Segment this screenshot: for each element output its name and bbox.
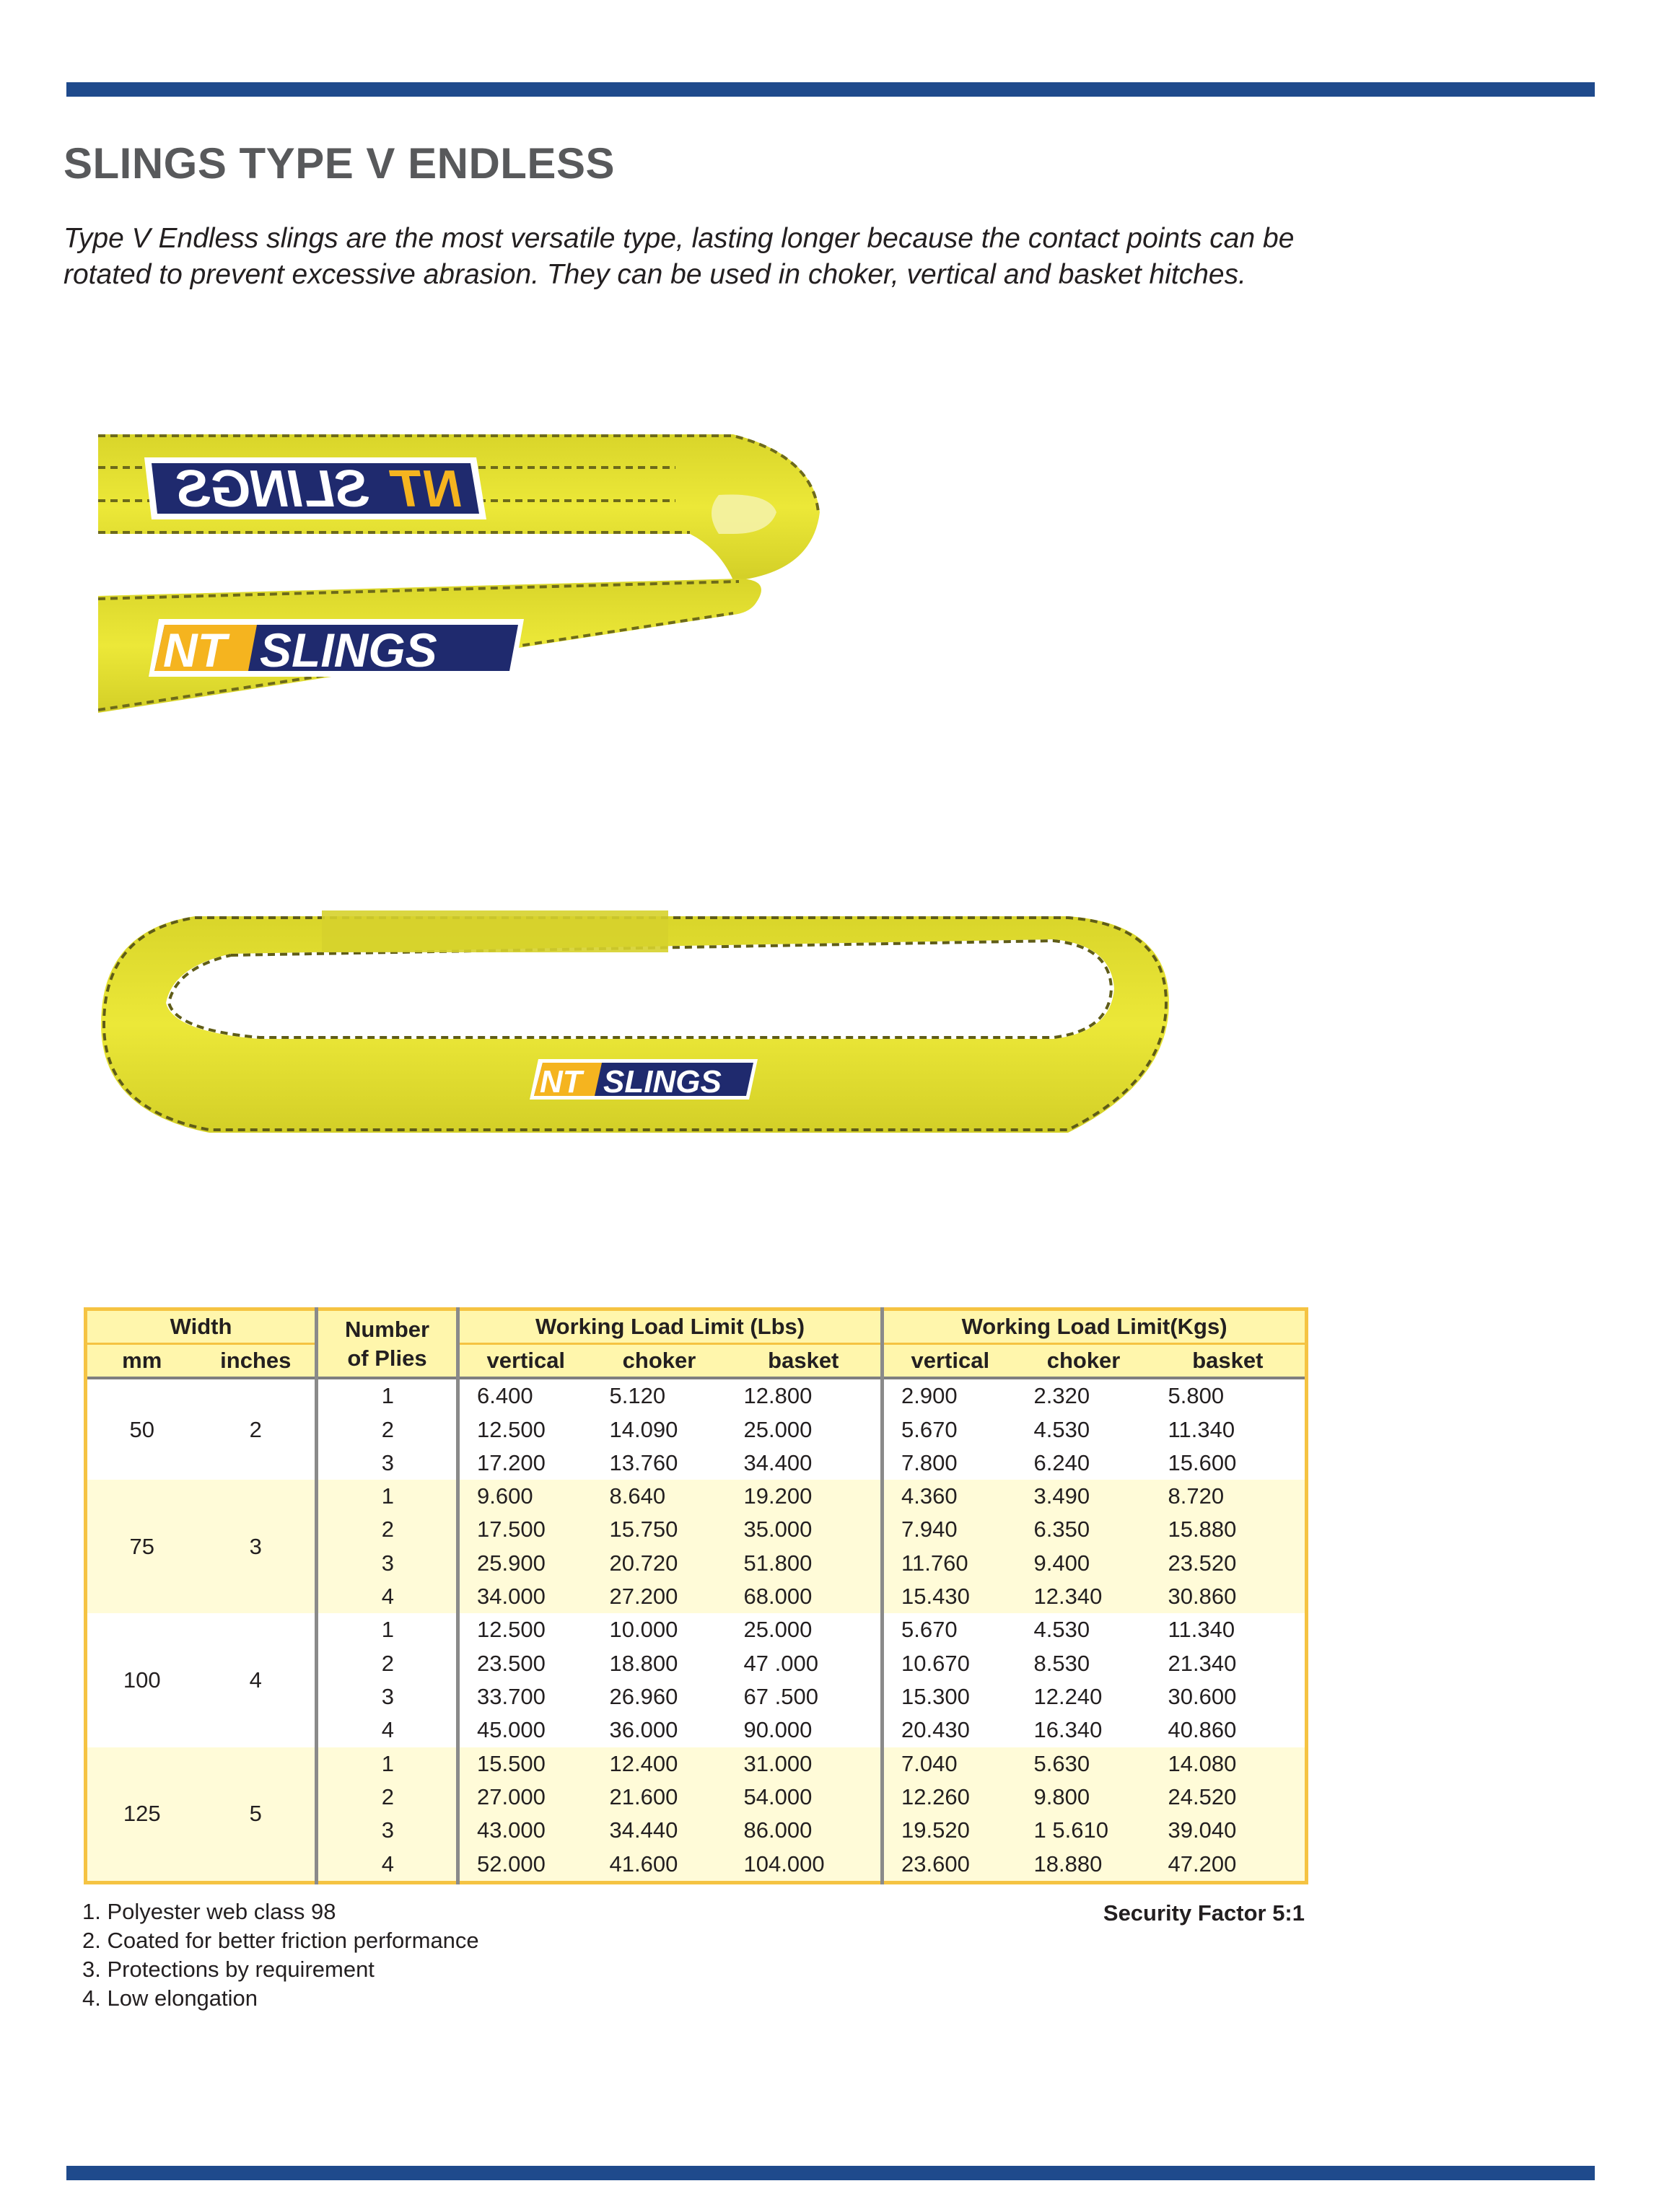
load-value-cell: 25.000	[727, 1413, 883, 1446]
plies-cell: 3	[317, 1814, 458, 1847]
plies-cell: 2	[317, 1513, 458, 1546]
load-value-cell: 6.400	[477, 1383, 533, 1409]
load-value-cell: 17.200	[477, 1449, 546, 1475]
load-value-cell: 27.000	[458, 1781, 592, 1814]
plies-cell: 3	[317, 1680, 458, 1713]
load-value-cell: 13.760	[609, 1449, 678, 1475]
load-value-cell: 15.430	[883, 1580, 1017, 1613]
table-row	[86, 1480, 1307, 1513]
table-body	[86, 1378, 1307, 1883]
load-value-cell: 23.500	[477, 1650, 546, 1676]
width-inches-cell: 2	[197, 1378, 317, 1480]
intro-line-1: Type V Endless slings are the most versatile type, lasting longer because the contact points can be	[64, 223, 1295, 254]
intro-text	[64, 221, 1435, 293]
load-value-cell: 18.880	[1017, 1848, 1151, 1883]
width-mm-cell: 75	[86, 1480, 197, 1613]
plies-cell: 2	[317, 1647, 458, 1680]
load-value-cell: 7.040	[883, 1747, 1017, 1781]
note-item: 4. Low elongation	[82, 1985, 258, 2011]
load-value-cell: 34.440	[592, 1814, 727, 1847]
plies-cell: 1	[317, 1613, 458, 1646]
page-title: SLINGS TYPE V ENDLESS	[64, 139, 615, 188]
width-mm-cell: 125	[86, 1747, 197, 1883]
load-value-cell: 86.000	[727, 1814, 883, 1847]
load-value-cell: 5.800	[1168, 1383, 1225, 1409]
load-value-cell: 5.670	[901, 1617, 958, 1643]
note-item: 1. Polyester web class 98	[82, 1899, 336, 1924]
load-value-cell: 16.340	[1033, 1717, 1103, 1743]
plies-cell: 1	[317, 1480, 458, 1513]
load-value-cell: 23.600	[883, 1848, 1017, 1883]
table-row	[86, 1613, 1307, 1646]
load-value-cell: 6.350	[1017, 1513, 1151, 1546]
width-inches-cell: 4	[197, 1613, 317, 1747]
load-value-cell: 4.360	[883, 1480, 1017, 1513]
load-value-cell: 20.720	[592, 1547, 727, 1580]
load-value-cell: 4.530	[1033, 1617, 1090, 1643]
load-value-cell: 19.520	[883, 1814, 1017, 1847]
load-limit-table	[84, 1307, 1308, 1884]
load-value-cell: 51.800	[727, 1547, 883, 1580]
load-value-cell: 35.000	[727, 1513, 883, 1546]
load-value-cell: 6.240	[1033, 1449, 1090, 1475]
sling-folded-image	[98, 426, 834, 721]
load-value-cell: 17.500	[458, 1513, 592, 1546]
lbs-basket-header: basket	[727, 1344, 883, 1379]
load-value-cell: 5.630	[1017, 1747, 1151, 1781]
width-mm-cell: 100	[123, 1667, 161, 1693]
load-value-cell: 24.520	[1151, 1781, 1307, 1814]
load-value-cell: 47 .000	[727, 1647, 883, 1680]
load-value-cell: 12.500	[477, 1416, 546, 1442]
load-value-cell: 31.000	[727, 1747, 883, 1781]
wll-lbs-header: Working Load Limit (Lbs)	[458, 1309, 883, 1344]
load-value-cell: 40.860	[1168, 1717, 1237, 1743]
load-value-cell: 47.200	[1151, 1848, 1307, 1883]
sling-loop-image	[87, 895, 1183, 1154]
note-item: 2. Coated for better friction performance	[82, 1928, 479, 1953]
load-value-cell: 12.800	[727, 1378, 883, 1413]
load-value-cell: 30.860	[1151, 1580, 1307, 1613]
load-value-cell: 26.960	[609, 1684, 678, 1710]
load-value-cell: 23.520	[1151, 1547, 1307, 1580]
load-value-cell: 11.340	[1168, 1617, 1235, 1643]
width-inches-cell: 5	[197, 1747, 317, 1883]
kgs-choker-header: choker	[1017, 1344, 1151, 1379]
bottom-divider-bar	[66, 2166, 1595, 2180]
load-value-cell: 54.000	[727, 1781, 883, 1814]
band-logo	[149, 619, 524, 677]
plies-cell: 3	[317, 1547, 458, 1580]
load-value-cell: 9.600	[458, 1480, 592, 1513]
plies-cell: 3	[317, 1447, 458, 1480]
load-value-cell: 67 .500	[727, 1680, 883, 1713]
load-value-cell: 4.530	[1033, 1416, 1090, 1442]
load-value-cell: 7.800	[901, 1449, 958, 1475]
plies-cell: 4	[317, 1580, 458, 1613]
load-value-cell: 45.000	[477, 1717, 546, 1743]
load-value-cell: 12.260	[883, 1781, 1017, 1814]
inches-header: inches	[197, 1344, 317, 1379]
plies-cell: 2	[317, 1413, 458, 1446]
top-divider-bar	[66, 82, 1595, 97]
load-value-cell: 21.340	[1168, 1650, 1237, 1676]
table-row	[86, 1747, 1307, 1781]
load-value-cell: 21.600	[592, 1781, 727, 1814]
load-value-cell: 90.000	[727, 1713, 883, 1747]
wll-kgs-header: Working Load Limit(Kgs)	[883, 1309, 1307, 1344]
load-value-cell: 10.670	[901, 1650, 970, 1676]
load-value-cell: 25.900	[458, 1547, 592, 1580]
load-value-cell: 18.800	[609, 1650, 678, 1676]
loop-logo-slings: SLINGS	[603, 1064, 722, 1100]
load-value-cell: 12.500	[477, 1617, 546, 1643]
plies-cell: 1	[317, 1747, 458, 1781]
plies-header	[317, 1309, 458, 1379]
load-value-cell: 15.880	[1151, 1513, 1307, 1546]
load-value-cell: 5.120	[609, 1383, 666, 1409]
load-value-cell: 2.900	[901, 1383, 958, 1409]
load-value-cell: 27.200	[592, 1580, 727, 1613]
load-value-cell: 15.300	[901, 1684, 970, 1710]
load-value-cell: 41.600	[592, 1848, 727, 1883]
load-value-cell: 11.340	[1168, 1416, 1235, 1442]
load-value-cell: 2.320	[1033, 1383, 1090, 1409]
width-inches-cell: 3	[197, 1480, 317, 1613]
load-value-cell: 39.040	[1151, 1814, 1307, 1847]
width-header: Width	[86, 1309, 317, 1344]
lbs-vertical-header: vertical	[458, 1344, 592, 1379]
load-value-cell: 68.000	[727, 1580, 883, 1613]
loop-patch	[322, 910, 668, 952]
plies-cell: 2	[317, 1781, 458, 1814]
load-value-cell: 34.000	[458, 1580, 592, 1613]
load-value-cell: 14.090	[609, 1416, 678, 1442]
load-value-cell: 9.800	[1017, 1781, 1151, 1814]
lbs-choker-header: choker	[592, 1344, 727, 1379]
mirrored-logo-slings: SLINGS	[175, 460, 369, 518]
load-value-cell: 15.500	[458, 1747, 592, 1781]
load-value-cell: 12.240	[1033, 1684, 1103, 1710]
load-value-cell: 8.530	[1033, 1650, 1090, 1676]
mirrored-logo-nt: NT	[393, 460, 462, 518]
width-mm-cell: 50	[129, 1416, 154, 1442]
load-value-cell: 8.640	[592, 1480, 727, 1513]
load-value-cell: 12.340	[1017, 1580, 1151, 1613]
kgs-vertical-header: vertical	[883, 1344, 1017, 1379]
load-value-cell: 25.000	[727, 1613, 883, 1646]
load-value-cell: 104.000	[727, 1848, 883, 1883]
load-value-cell: 36.000	[609, 1717, 678, 1743]
load-value-cell: 12.400	[592, 1747, 727, 1781]
load-value-cell: 34.400	[727, 1447, 883, 1480]
plies-header-line-2: of Plies	[347, 1345, 427, 1371]
plies-cell: 4	[317, 1848, 458, 1883]
plies-header-line-1: Number	[344, 1316, 430, 1342]
intro-line-2: rotated to prevent excessive abrasion. They can be used in choker, vertical and basket hitches.	[64, 259, 1246, 290]
load-value-cell: 52.000	[458, 1848, 592, 1883]
band-logo-slings: SLINGS	[260, 623, 437, 677]
load-value-cell: 8.720	[1151, 1480, 1307, 1513]
mirrored-logo	[144, 457, 486, 519]
plies-cell: 1	[317, 1378, 458, 1413]
load-value-cell: 14.080	[1151, 1747, 1307, 1781]
load-value-cell: 15.750	[592, 1513, 727, 1546]
loop-logo-nt: NT	[540, 1064, 582, 1100]
load-value-cell: 1 5.610	[1017, 1814, 1151, 1847]
plies-cell: 4	[317, 1713, 458, 1747]
load-value-cell: 11.760	[883, 1547, 1017, 1580]
table-row	[86, 1378, 1307, 1413]
security-factor: Security Factor 5:1	[1103, 1900, 1305, 1926]
load-value-cell: 10.000	[609, 1617, 678, 1643]
load-value-cell: 3.490	[1017, 1480, 1151, 1513]
load-value-cell: 43.000	[458, 1814, 592, 1847]
mm-header: mm	[86, 1344, 197, 1379]
band-logo-nt: NT	[163, 623, 227, 677]
kgs-basket-header: basket	[1151, 1344, 1307, 1379]
load-value-cell: 7.940	[883, 1513, 1017, 1546]
notes-list	[82, 1897, 479, 2013]
note-item: 3. Protections by requirement	[82, 1957, 375, 1982]
load-value-cell: 30.600	[1168, 1684, 1237, 1710]
load-value-cell: 9.400	[1017, 1547, 1151, 1580]
load-value-cell: 15.600	[1168, 1449, 1237, 1475]
load-value-cell: 5.670	[901, 1416, 958, 1442]
load-value-cell: 33.700	[477, 1684, 546, 1710]
load-value-cell: 20.430	[901, 1717, 970, 1743]
loop-logo	[530, 1059, 758, 1100]
load-value-cell: 19.200	[727, 1480, 883, 1513]
